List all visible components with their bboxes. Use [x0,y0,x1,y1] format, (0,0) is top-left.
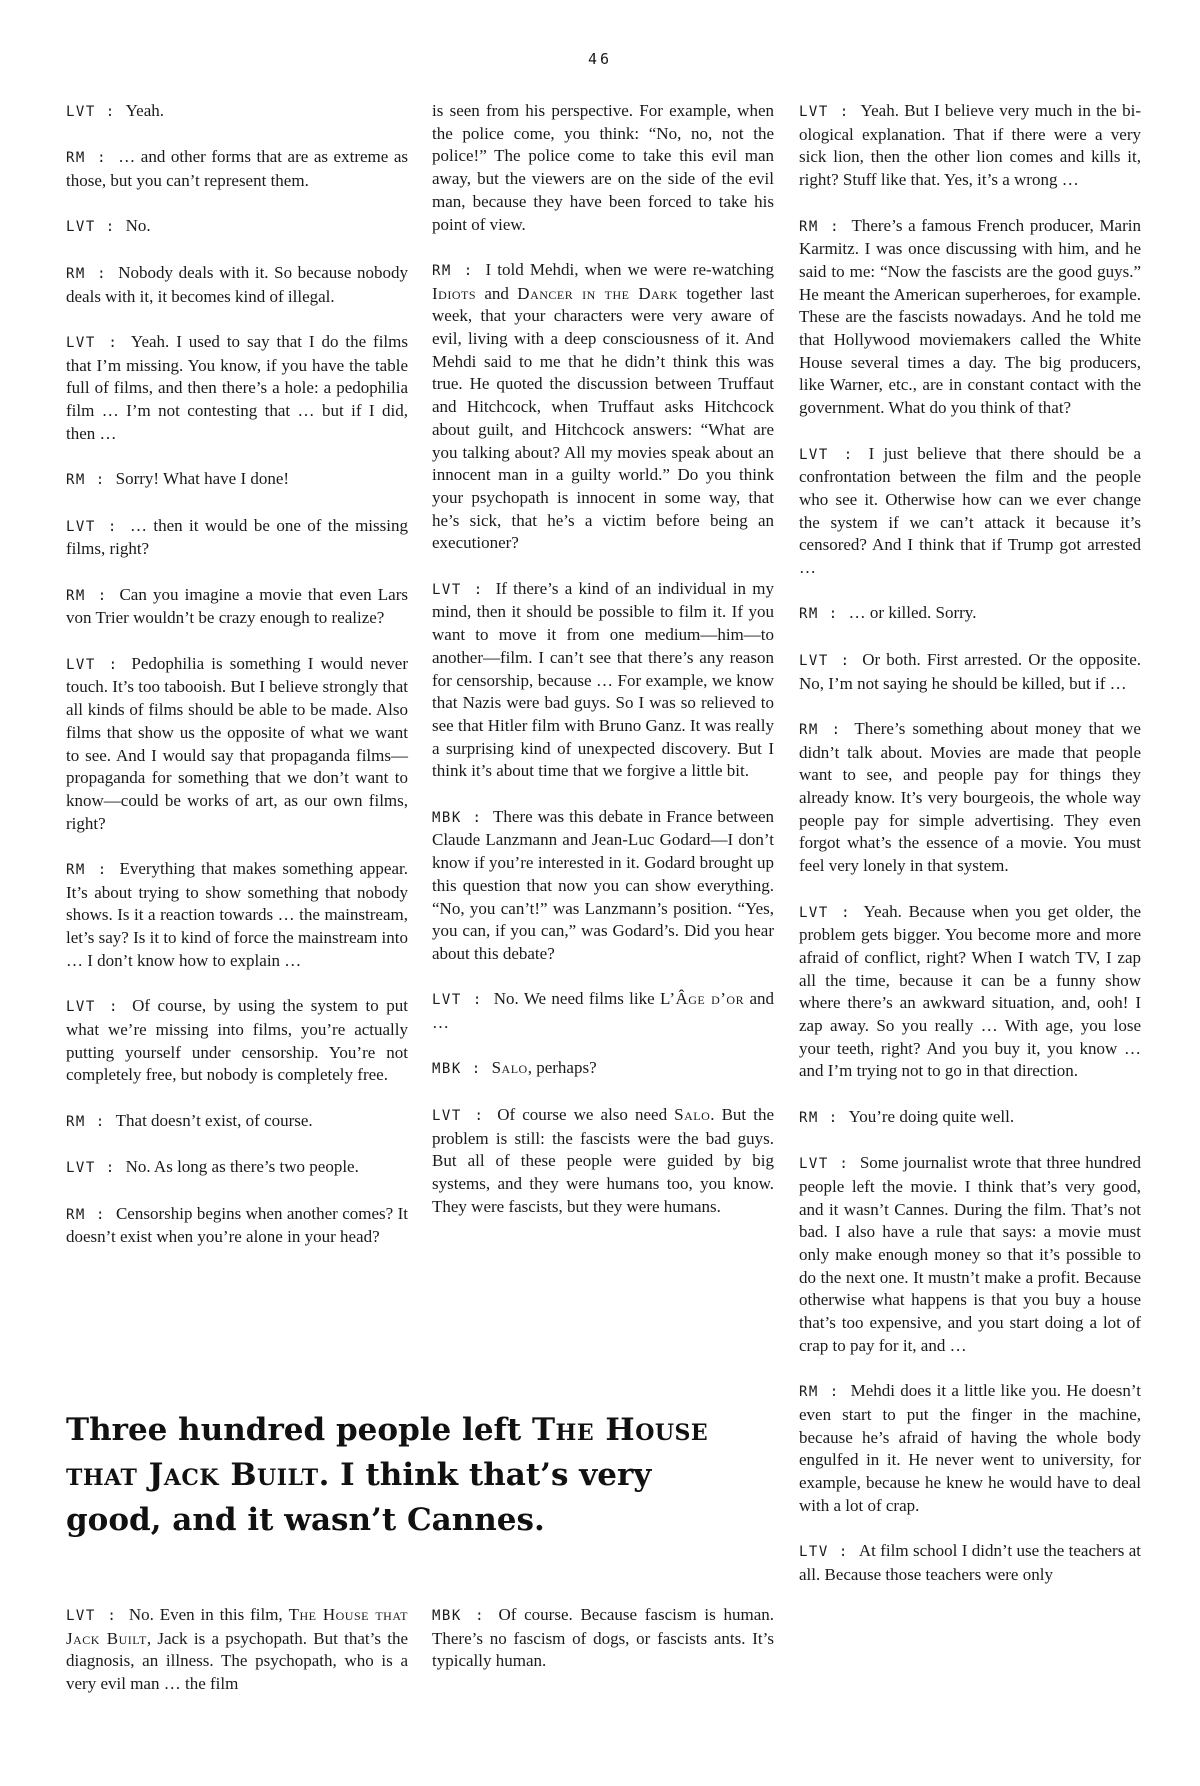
interview-paragraph [66,146,408,192]
interview-paragraph [66,653,408,836]
speaker-separator: : [85,1113,116,1130]
paragraph-text: and [476,283,518,303]
film-title: Salo [674,1104,711,1124]
paragraph-text: Yeah. I used to say that I do the films that I’m missing. You know, if you have the table full of films, and then there’s a hole: a pedophilia film … I’m not contesting that … but if I did, then … [66,331,408,443]
pull-quote-text-1: Three hundred people left [66,1412,532,1448]
interview-paragraph [799,215,1141,420]
speaker-label: LVT [432,1107,462,1124]
interview-paragraph [799,1380,1141,1517]
column-right [799,100,1141,1609]
speaker-label: LVT [799,104,829,120]
paragraph-text: There was this debate in France between Claude Lanzmann and Jean-Luc Godard—I don’t know if you’re interested in it. Godard brought up this question that now you can show everything. “No, you can’t!” was Lanzmann’s position. “Yes, you can, if you can,” was Godard’s. Did you hear about this debate? [432,806,775,963]
speaker-label: LVT [432,581,462,598]
speaker-label: LVT [66,656,96,673]
speaker-separator: : [828,652,863,669]
speaker-separator: : [85,472,116,489]
speaker-separator: : [95,334,131,351]
speaker-separator: : [85,587,120,604]
interview-paragraph [66,1110,408,1134]
paragraph-text: Or both. First arrested. Or the opposite. No, I’m not saying he should be killed, but if … [799,649,1141,693]
speaker-label: RM [66,1113,86,1130]
page-number: 46 [587,50,613,68]
speaker-separator: : [451,262,486,279]
speaker-label: LVT [799,1156,829,1173]
speaker-separator: : [828,1544,859,1561]
speaker-label: LVT [66,1160,96,1177]
speaker-separator: : [85,265,119,282]
interview-paragraph [66,584,408,630]
speaker-separator: : [95,104,126,120]
speaker-label: LVT [432,992,462,1009]
paragraph-text: Yeah. [125,101,165,120]
paragraph-text: Yeah. But I believe very much in the biological explanation. That if there were a very sick lion, then the other lion comes and kills it, right? Stuff like that. Yes, it’s a wrong … [799,101,1141,190]
speaker-label: RM [799,1109,819,1126]
pull-quote-text-2: . I think that’s very good, and it wasn’t Cannes. [66,1457,652,1538]
paragraph-text: … then it would be one of the missing films, right? [66,515,408,559]
speaker-separator: : [818,1109,849,1126]
paragraph-text: Can you imagine a movie that even Lars von Trier wouldn’t be crazy enough to realize? [66,584,408,628]
speaker-label: LVT [799,652,829,669]
paragraph-text: I told Mehdi, when we were re-watching [485,259,774,279]
speaker-label: RM [799,1384,819,1401]
paragraph-text: Of course we also need [497,1104,675,1124]
interview-paragraph [432,806,774,966]
speaker-separator: : [461,581,496,598]
paragraph-text: No. As long as there’s two people. [125,1157,359,1177]
interview-paragraph [799,1152,1141,1357]
speaker-separator: : [85,862,120,879]
speaker-separator: : [95,219,126,236]
column-middle [432,100,774,1241]
film-title: The House that Jack Built [66,1605,408,1648]
interview-paragraph [799,718,1141,878]
speaker-separator: : [95,1160,126,1177]
speaker-separator: : [95,1608,129,1624]
speaker-separator: : [818,218,852,235]
speaker-label: LTV [799,1544,829,1561]
speaker-separator: : [828,904,864,921]
speaker-label: MBK [432,809,462,826]
interview-paragraph [432,1057,774,1081]
interview-paragraph [432,988,774,1034]
paragraph-text: You’re doing quite well. [848,1106,1015,1126]
speaker-separator: : [95,518,130,535]
interview-paragraph [66,331,408,446]
paragraph-text: I just believe that there should be a confrontation between the film and the people who see it. Otherwise how can we ever change the system if we can’t attack it because it’s censored? And I think that if Trump got arrested … [799,443,1141,578]
speaker-label: LVT [66,1608,96,1624]
speaker-label: LVT [66,334,96,351]
paragraph-text: Pedophilia is something I would never touch. It’s too tabooish. But I believe strongly that all kinds of films should be able to be made. Also films that show us the opposite of what we want to see. And I would say that propaganda films—propaganda for something that we don’t want to know—could be works of art, as our own films, right? [66,653,408,833]
column-middle-bottom [432,1604,774,1696]
interview-paragraph [66,858,408,973]
paragraph-text: Censorship begins when another comes? It doesn’t exist when you’re alone in your head? [66,1203,408,1247]
paragraph-text: together last week, that your characters were very aware of evil, living with a deep consciousness of it. And Mehdi said to me that he didn’t think this was true. He quoted the discussion between Truffaut and Hitchcock, when Truffaut asks Hitchcock about guilt, and Hitchcock answers: “What are you talking about? All my movies speak about an innocent man in a guilty world.” Do you think your psychopath is innocent in some way, that he’s sick, that he’s a victim before being an executioner? [432,283,774,553]
film-title: Salo [491,1058,528,1078]
paragraph-text: No. Even in this film, [128,1605,289,1624]
speaker-label: RM [66,1206,86,1223]
film-title: Idiots [432,283,476,303]
speaker-label: RM [799,721,819,738]
column-left-bottom [66,1604,408,1719]
speaker-label: RM [799,218,819,235]
paragraph-text: Of course. Because fascism is human. There’s no fascism of dogs, or fascists ants. It’s typically human. [432,1605,774,1671]
speaker-separator: : [461,1608,499,1624]
speaker-label: LVT [799,904,829,921]
paragraph-text: At film school I didn’t use the teachers at all. Because those teachers were only [799,1541,1141,1584]
interview-paragraph [66,1203,408,1249]
column-left [66,100,408,1272]
interview-paragraph [432,100,774,236]
paragraph-text: and … [432,989,775,1033]
paragraph-text: Mehdi does it a little like you. He doesn’t even start to put the finger in the machine, because he’s afraid of having the whole body engulfed in it. He never went to university, for example, because he knew he would have to deal with a lot of crap. [799,1381,1141,1515]
speaker-label: LVT [66,518,96,535]
interview-paragraph [66,262,408,308]
paragraph-text: , perhaps? [527,1058,597,1078]
interview-paragraph [799,1540,1141,1586]
speaker-label: LVT [66,219,96,236]
interview-paragraph [66,215,408,239]
paragraph-text: Sorry! What have I done! [115,469,290,489]
speaker-separator: : [461,992,494,1009]
interview-paragraph [799,901,1141,1084]
paragraph-text: No. We need films like [493,989,660,1009]
speaker-separator: : [85,150,119,167]
paragraph-text: No. [125,216,151,236]
speaker-separator: : [95,656,132,673]
speaker-separator: : [828,1156,860,1173]
speaker-separator: : [828,104,861,120]
film-title: Dancer in the Dark [517,283,678,303]
interview-paragraph [799,1106,1141,1130]
interview-paragraph [66,995,408,1087]
speaker-separator: : [95,999,133,1016]
speaker-separator: : [461,1061,492,1078]
paragraph-text: If there’s a kind of an individual in my mind, then it should be possible to film it. If you want to move it from one medium—him—to another—film. I can’t see that there’s any reason for censorship, because … For example, we know that Nazis were bad guys. So I was so relieved to see that Hitler film with Bruno Ganz. It was really a surprising kind of unexpected discovery. But I think it’s about time that we forgive a little bit. [432,578,774,781]
interview-paragraph [66,515,408,561]
interview-paragraph [799,602,1141,626]
speaker-separator: : [461,809,494,826]
paragraph-text: There’s a famous French producer, Marin Karmitz. I was once discussing with him, and he said to me: “Now the fascists are the good guys.” He meant the American superheroes, for example. These are the fascists nowadays. And he told me that Hollywood moviemakers called the White House several times a day. The big producers, like Warner, etc., are in constant contact with the government. What do you think of that? [799,215,1141,418]
pull-quote-film-title: The House that Jack Built [66,1412,709,1493]
film-title: L’Âge d’or [660,989,745,1009]
interview-paragraph [432,578,774,783]
speaker-separator: : [818,606,849,623]
paragraph-text: That doesn’t exist, of course. [115,1110,313,1130]
speaker-label: RM [799,606,819,623]
paragraph-text: … or killed. Sorry. [848,603,977,623]
interview-paragraph [432,259,774,555]
speaker-label: MBK [432,1608,462,1624]
paragraph-text: is seen from his perspective. For example, when the police come, you think: “No, no, not the police!” The police come to take this evil man away, but the viewers are on the side of the evil man, because they have been forced to take his point of view. [432,101,774,234]
speaker-label: LVT [66,999,96,1016]
paragraph-text: Everything that makes something appear. It’s about trying to show something that nobody shows. Is it a reaction towards … the mainstream, let’s say? Is it to kind of force the mainstream into … I don’t know how to explain … [66,859,408,970]
paragraph-text: Some journalist wrote that three hundred people left the movie. I think that’s very good, and it wasn’t Cannes. During the film. That’s not bad. I also have a rule that says: a movie must only make enough money so that it’s possible to do the next one. It mustn’t make a profit. Because otherwise what happens is that you buy a house that’s too expensive, and you start doing a lot of crap to pay for it, and … [799,1153,1141,1355]
speaker-label: RM [432,262,452,279]
interview-paragraph [799,443,1141,580]
paragraph-text: … and other forms that are as extreme as those, but you can’t represent them. [66,147,408,191]
speaker-label: LVT [66,104,96,120]
speaker-separator: : [828,446,869,463]
speaker-separator: : [818,721,855,738]
interview-paragraph [432,1604,774,1673]
pull-quote [66,1408,746,1543]
speaker-separator: : [461,1107,498,1124]
speaker-label: RM [66,862,86,879]
speaker-label: MBK [432,1061,462,1078]
interview-paragraph [66,1156,408,1180]
interview-paragraph [432,1104,774,1219]
paragraph-text: Of course, by using the system to put what we’re missing into films, you’re actually putting yourself under censorship. You’re not completely free, but nobody is completely free. [66,996,408,1085]
interview-paragraph [799,100,1141,192]
paragraph-text: . But the problem is still: the fascists were the bad guys. But all of these people were guided by big systems, and they were humans too, you know. They were fascists, but they were humans. [432,1104,774,1216]
paragraph-text: , Jack is a psychopath. But that’s the diagnosis, an illness. The psychopath, who is a very evil man … the film [66,1628,409,1694]
interview-paragraph [66,468,408,492]
speaker-label: RM [66,587,86,604]
interview-paragraph [799,649,1141,695]
speaker-separator: : [85,1206,116,1223]
speaker-separator: : [818,1384,851,1401]
speaker-label: RM [66,472,86,489]
speaker-label: LVT [799,446,829,463]
interview-paragraph [66,1604,408,1696]
speaker-label: RM [66,265,86,282]
paragraph-text: There’s something about money that we didn’t talk about. Movies are made that people want to see, and people pay for things they already know. It’s very bourgeois, the whole way people pay for simple advertising. They even forgot what’s the essence of a movie. You must feel very lonely in that system. [799,718,1141,876]
speaker-label: RM [66,150,86,167]
paragraph-text: Yeah. Because when you get older, the problem gets bigger. You become more and more afraid of conflict, right? When I watch TV, I zap all the time, because it can be a funny show where there’s an awkward situation, and, ooh! I zap away. So you really … With age, you lose your teeth, right? And you buy it, you know … and I’m trying not to go in that direction. [799,901,1141,1081]
paragraph-text: Nobody deals with it. So because nobody deals with it, it becomes kind of illegal. [66,262,408,306]
interview-paragraph [66,100,408,124]
